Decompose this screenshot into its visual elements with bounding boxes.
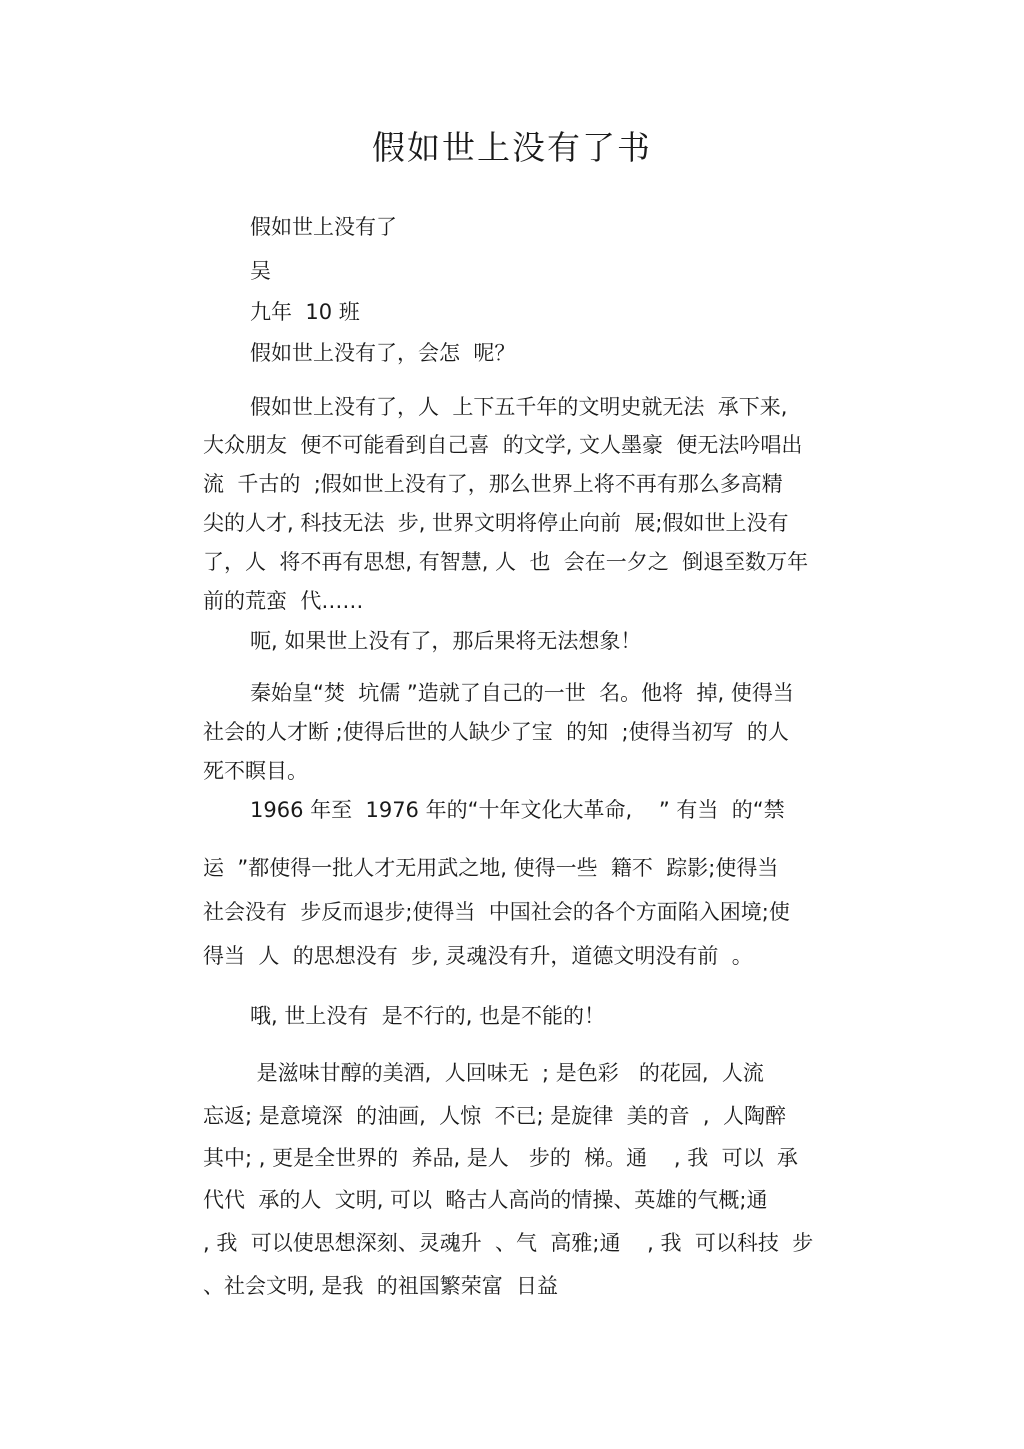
paragraph5: 哦, 世上没有 是不行的, 也是不能的！ [250,1004,606,1028]
paragraph6-line: , 我 可以使思想深刻、灵魂升 、气 高雅;通 , 我 可以科技 步 [203,1231,814,1255]
header-line-title: 假如世上没有了 [250,215,397,239]
paragraph1-line: 尖的人才, 科技无法 步, 世界文明将停止向前 展;假如世上没有 [203,511,789,535]
paragraph2: 呃, 如果世上没有了，那后果将无法想象！ [250,629,642,653]
paragraph4-line: 社会没有 步反而退步;使得当 中国社会的各个方面陷入困境;使 [203,900,790,924]
paragraph3-line: 秦始皇“焚 坑儒 ”造就了自己的一世 名。他将 掉, 使得当 [250,681,794,705]
header-line-question: 假如世上没有了，会怎 呢？ [250,341,516,365]
paragraph4-line: 得当 人 的思想没有 步, 灵魂没有升，道德文明没有前 。 [203,944,753,968]
paragraph1-line: 了，人 将不再有思想, 有智慧, 人 也 会在一夕之 倒退至数万年 [203,550,809,574]
header-line-author: 吴 [250,259,271,283]
paragraph3-line: 社会的人才断 ;使得后世的人缺少了宝 的知 ;使得当初写 的人 [203,720,789,744]
paragraph6-line: 、社会文明, 是我 的祖国繁荣富 日益 [203,1274,559,1298]
paragraph6-line: 代代 承的人 文明, 可以 略古人高尚的情操、英雄的气概;通 [203,1188,768,1212]
paragraph3-line: 死不瞑目。 [203,759,308,783]
header-line-class: 九年 10 班 [250,300,360,324]
paragraph1-line: 前的荒蛮 代…… [203,589,364,613]
paragraph6-line: 是滋味甘醇的美酒, 人回味无 ; 是色彩 的花园, 人流 [250,1061,764,1085]
paragraph6-line: 忘返; 是意境深 的油画, 人惊 不已; 是旋律 美的音 , 人陶醉 [203,1104,786,1128]
paragraph6-line: 其中; , 更是全世界的 养品, 是人 步的 梯。通 , 我 可以 承 [203,1146,798,1170]
paragraph1-line: 大众朋友 便不可能看到自己喜 的文学, 文人墨豪 便无法吟唱出 [203,433,803,457]
paragraph4-line: 1966 年至 1976 年的“十年文化大革命, ” 有当 的“禁 [250,798,785,822]
paragraph1-line: 假如世上没有了，人 上下五千年的文明史就无法 承下来, [250,395,788,419]
paragraph1-line: 流 千古的 ;假如世上没有了，那么世界上将不再有那么多高精 [203,472,783,496]
paragraph4-line: 运 ”都使得一批人才无用武之地, 使得一些 籍不 踪影;使得当 [203,856,779,880]
document-title: 假如世上没有了书 [372,128,652,167]
